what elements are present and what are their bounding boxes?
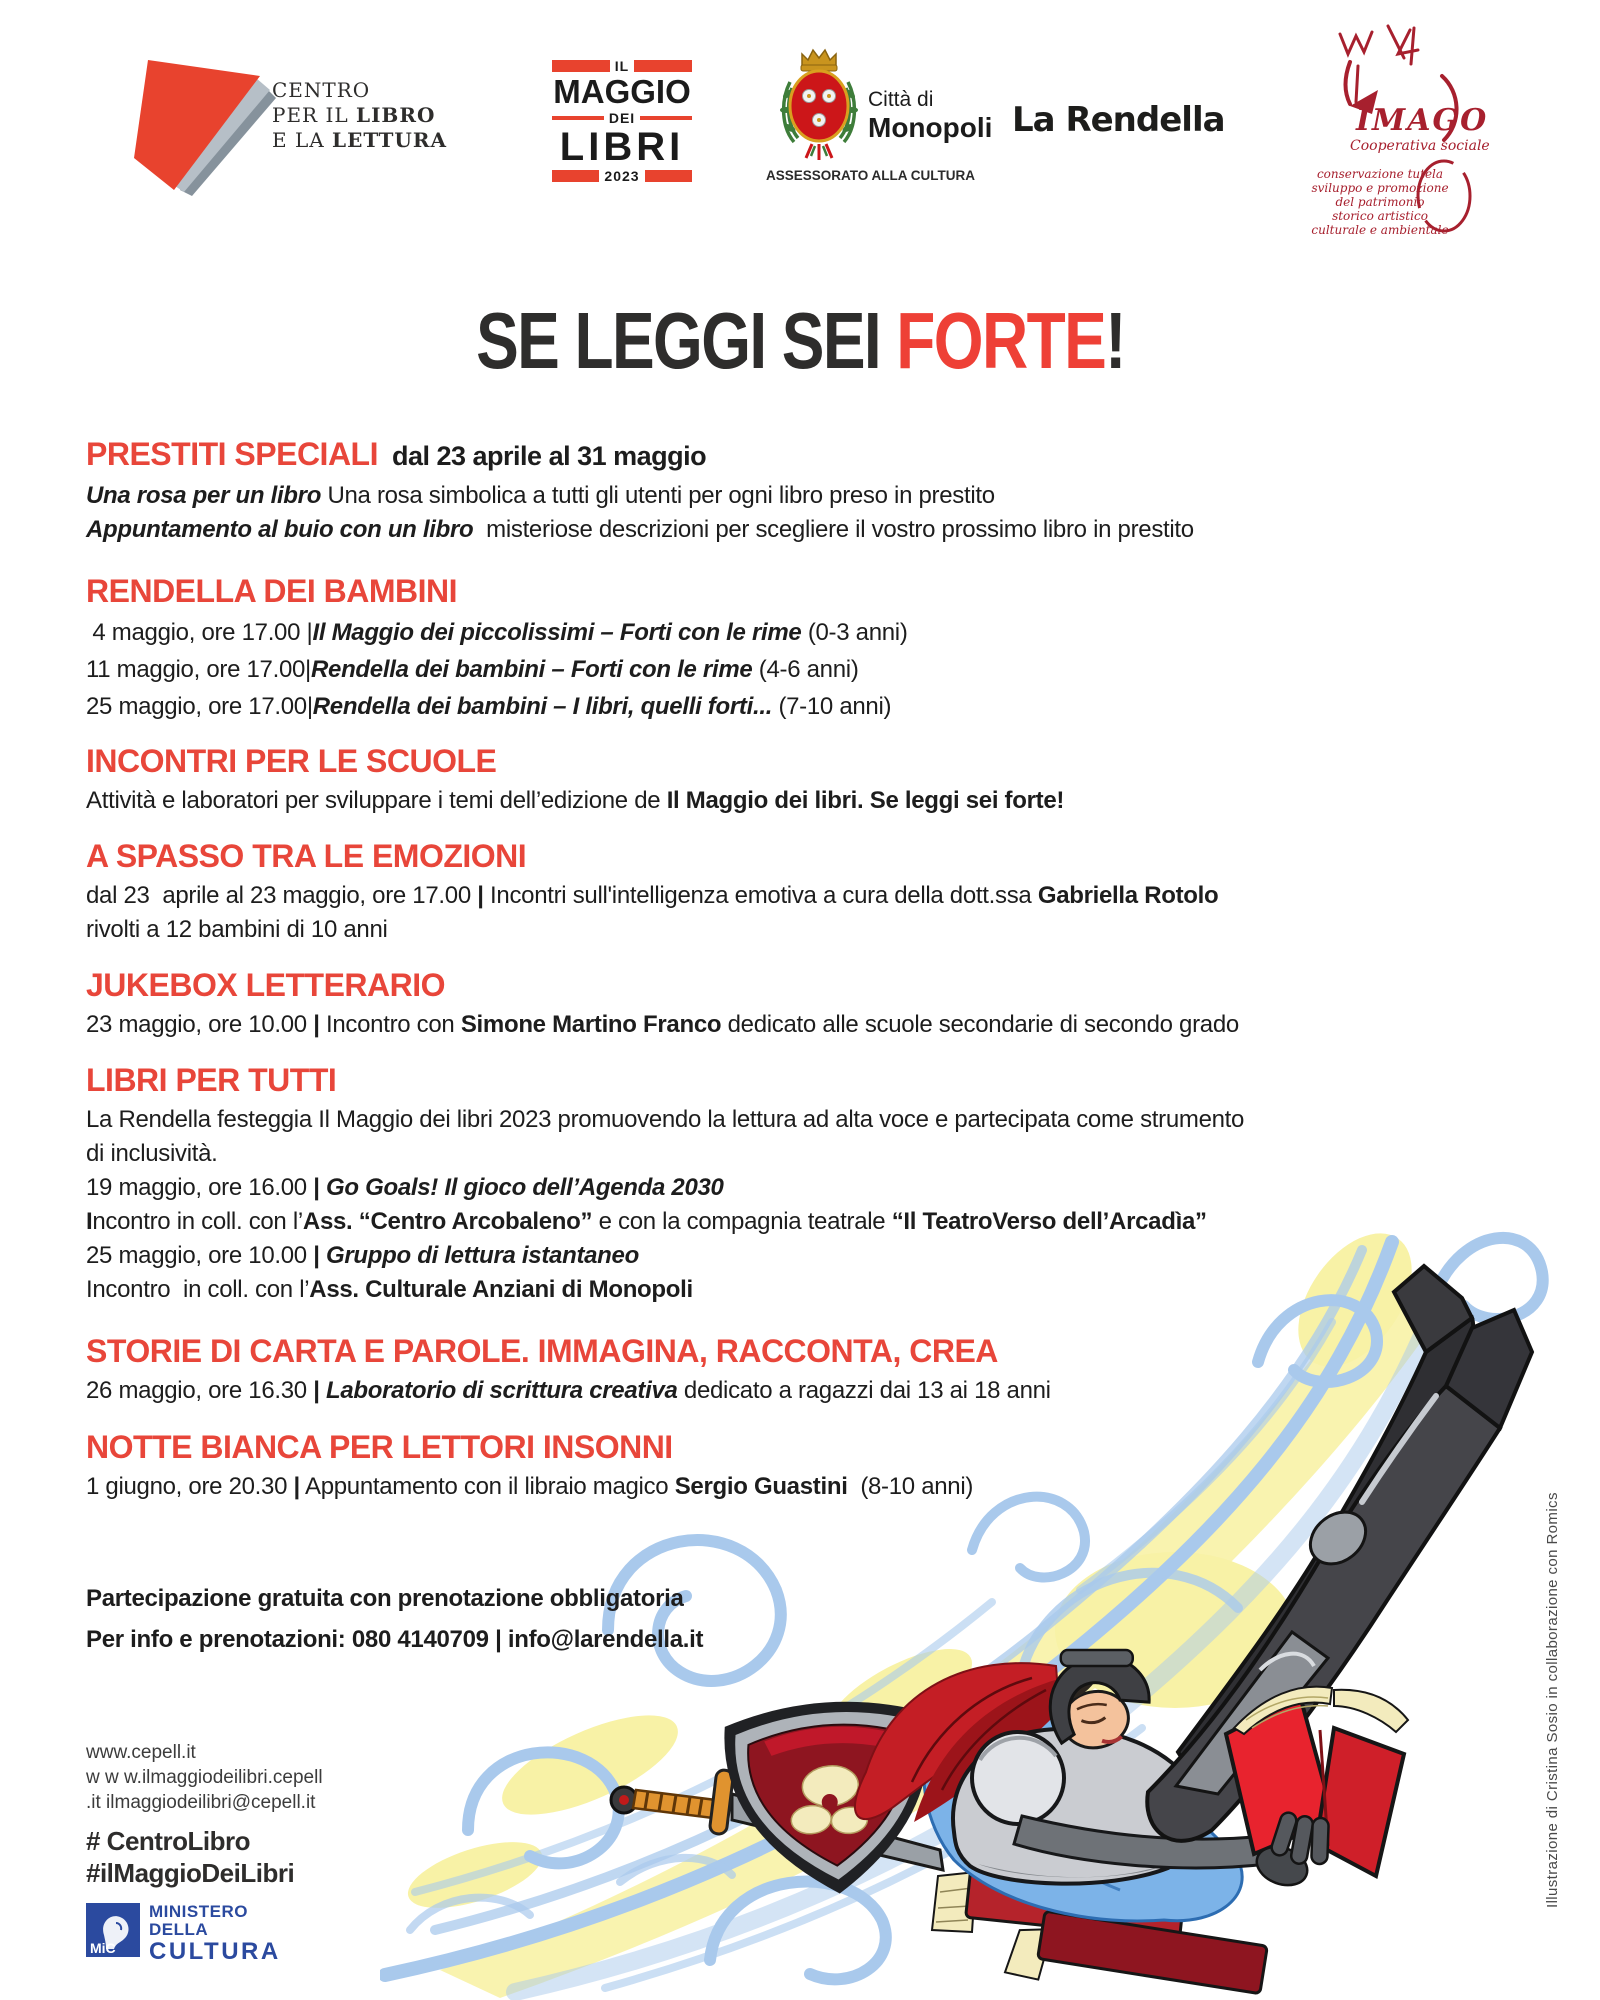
event-line: dal 23 aprile al 23 maggio, ore 17.00 | Incontri sull'intelligenza emotiva a cura della dott.ssa Gabriella Rotolo: [86, 882, 1219, 909]
hashtag-centrolibro: # CentroLibro: [86, 1826, 250, 1856]
event-line: La Rendella festeggia Il Maggio dei libri 2023 promuovendo la lettura ad alta voce e partecipata come strumento: [86, 1106, 1245, 1133]
event-line: di inclusività.: [86, 1140, 218, 1167]
free-participation-note: Partecipazione gratuita con prenotazione obbligatoria: [86, 1585, 684, 1612]
link-maggiodeilibri: w w w.ilmaggiodeilibri.cepell: [86, 1767, 323, 1788]
section-heading: NOTTE BIANCA PER LETTORI INSONNI: [86, 1429, 673, 1465]
section-incontri-scuole: [86, 743, 1596, 818]
section-storie-di-carta: [86, 1333, 1596, 1408]
section-libri-per-tutti: [86, 1062, 1596, 1307]
section-a-spasso-emozioni: [86, 838, 1596, 947]
illustration-credit: Illustrazione di Cristina Sosio in collaborazione con Romics: [1544, 1492, 1561, 1908]
event-line: rivolti a 12 bambini di 10 anni: [86, 916, 388, 943]
hashtag-ilmaggiodeilibri: #ilMaggioDeiLibri: [86, 1858, 295, 1888]
event-line: 19 maggio, ore 16.00 | Go Goals! Il gioco dell’Agenda 2030: [86, 1174, 724, 1201]
event-line: 4 maggio, ore 17.00 |Il Maggio dei piccolissimi – Forti con le rime (0-3 anni): [86, 619, 908, 646]
imago-subtitle: Cooperativa sociale: [1350, 138, 1490, 154]
cepell-book-icon: [112, 48, 282, 198]
link-email: .it ilmaggiodeilibri@cepell.it: [86, 1792, 316, 1813]
monopoli-crest-icon: [778, 44, 860, 166]
svg-text:MiC: MiC: [90, 1940, 116, 1956]
section-heading: RENDELLA DEI BAMBINI: [86, 573, 458, 609]
svg-text:culturale e ambientale: culturale e ambientale: [1311, 223, 1449, 237]
section-heading: STORIE DI CARTA E PAROLE. IMMAGINA, RACCONTA, CREA: [86, 1333, 998, 1369]
event-line: Incontro in coll. con l’Ass. “Centro Arcobaleno” e con la compagnia teatrale “Il TeatroVerso dell’Arcadìa”: [86, 1208, 1207, 1235]
event-line: Una rosa per un libro Una rosa simbolica a tutti gli utenti per ogni libro preso in prestito: [86, 482, 995, 509]
la-rendella-logo: La Rendella: [1012, 100, 1225, 140]
section-date: dal 23 aprile al 31 maggio: [391, 441, 707, 471]
section-heading: PRESTITI SPECIALI: [86, 436, 378, 472]
section-rendella-dei-bambini: [86, 573, 1596, 725]
event-line: Incontro in coll. con l’Ass. Culturale Anziani di Monopoli: [86, 1276, 693, 1303]
event-line: 26 maggio, ore 16.30 | Laboratorio di scrittura creativa dedicato a ragazzi dai 13 ai 18 anni: [86, 1377, 1051, 1404]
svg-text:sviluppo e promozione: sviluppo e promozione: [1311, 181, 1449, 195]
event-line: Attività e laboratori per sviluppare i temi dell’edizione de Il Maggio dei libri. Se leggi sei forte!: [86, 787, 1065, 814]
link-cepell: www.cepell.it: [86, 1742, 196, 1763]
title-red-word: FORTE: [895, 296, 1105, 385]
program-content: [86, 436, 1596, 1965]
event-line: 1 giugno, ore 20.30 | Appuntamento con il libraio magico Sergio Guastini (8-10 anni): [86, 1473, 974, 1500]
section-notte-bianca: [86, 1429, 1596, 1504]
footer-links: [86, 1740, 1596, 1815]
section-heading: JUKEBOX LETTERARIO: [86, 967, 446, 1003]
svg-text:conservazione tutela: conservazione tutela: [1316, 167, 1444, 181]
maggio-dei-libri-logo: IL MAGGIO DEI LIBRI 2023: [553, 58, 691, 184]
page-title: SE LEGGI SEI FORTE!: [475, 296, 1125, 385]
event-line: 25 maggio, ore 10.00 | Gruppo di lettura istantaneo: [86, 1242, 639, 1269]
imago-logo: [1292, 18, 1502, 248]
section-heading: A SPASSO TRA LE EMOZIONI: [86, 838, 527, 874]
svg-text:del patrimonio: del patrimonio: [1335, 195, 1425, 209]
section-prestiti-speciali: [86, 436, 1596, 547]
section-heading: LIBRI PER TUTTI: [86, 1062, 337, 1098]
mic-icon: [86, 1903, 140, 1957]
booking-info: [86, 1578, 1596, 1660]
monopoli-logo-text: Città di Monopoli: [868, 88, 993, 143]
section-heading: INCONTRI PER LE SCUOLE: [86, 743, 497, 779]
red-bar: [552, 60, 610, 72]
cepell-line1: CENTRO: [272, 78, 371, 102]
hashtags: [86, 1825, 1596, 1889]
contact-info: Per info e prenotazioni: 080 4140709 | info@larendella.it: [86, 1626, 704, 1653]
event-line: 25 maggio, ore 17.00|Rendella dei bambini – I libri, quelli forti... (7-10 anni): [86, 693, 892, 720]
monopoli-assessorato-label: ASSESSORATO ALLA CULTURA: [766, 168, 975, 183]
mic-logo-text: MINISTERO DELLA CULTURA: [149, 1902, 281, 1965]
cepell-logo-text: CENTRO PER IL LIBRO E LA LETTURA: [272, 78, 447, 152]
event-line: 23 maggio, ore 10.00 | Incontro con Simone Martino Franco dedicato alle scuole secondarie di secondo grado: [86, 1011, 1239, 1038]
event-line: 11 maggio, ore 17.00|Rendella dei bambini – Forti con le rime (4-6 anni): [86, 656, 859, 683]
section-jukebox-letterario: [86, 967, 1596, 1042]
ministero-cultura-logo: [86, 1903, 1596, 1965]
event-line: Appuntamento al buio con un libro misteriose descrizioni per scegliere il vostro prossimo libro in prestito: [86, 516, 1194, 543]
svg-text:storico artistico: storico artistico: [1332, 209, 1428, 223]
imago-name: IMAGO: [1356, 103, 1489, 138]
